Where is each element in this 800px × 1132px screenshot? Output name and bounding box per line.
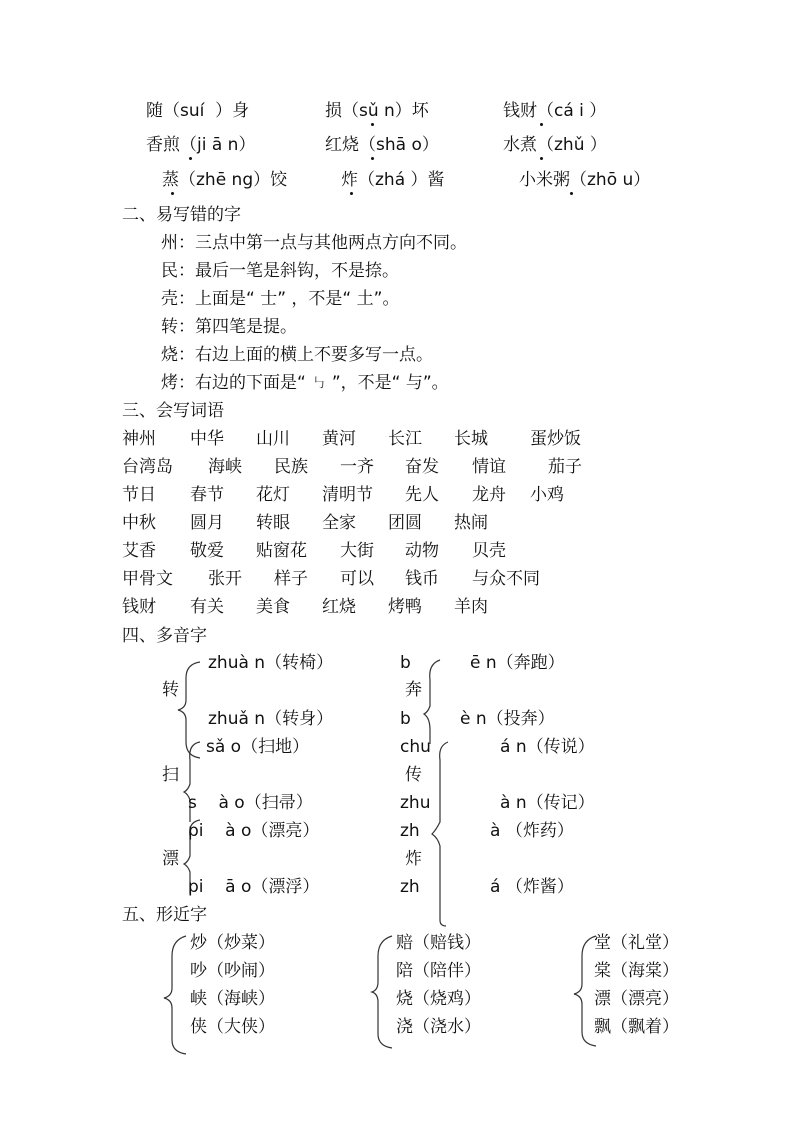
word-item: 团圆 (388, 513, 422, 533)
stroke-glyph: ㇉ (311, 376, 326, 392)
word-item: 动物 (405, 541, 439, 561)
polyphone-reading: s à o（扫帚） (188, 793, 313, 813)
polyphone-reading: á （炸酱） (490, 877, 574, 897)
similar-char-item: 赔（赔钱） (396, 933, 481, 953)
rule-item: 壳：上面是“ 士” ，不是“ 土”。 (161, 289, 400, 309)
section-heading: 五、形近字 (122, 905, 207, 925)
rule-item-last: 烤：右边的下面是“ ㇉ ”，不是“ 与”。 (161, 373, 449, 393)
rule-item: 转：第四笔是提。 (161, 317, 297, 337)
word-item: 样子 (274, 569, 308, 589)
polyphone-char: 转 (162, 680, 179, 700)
word-item: 一齐 (340, 457, 374, 477)
word-item: 贴窗花 (256, 541, 307, 561)
word-item: 贝壳 (472, 541, 506, 561)
word-item: 有关 (190, 597, 224, 617)
word-item: 海峡 (208, 457, 242, 477)
polyphone-reading: b (400, 709, 411, 729)
polyphone-reading: pi à o（漂亮） (188, 821, 320, 841)
word-item: 中华 (190, 429, 224, 449)
similar-char-item: 漂（漂亮） (594, 989, 679, 1009)
word-item: 民族 (274, 457, 308, 477)
pinyin-item: 随（suí ）身 (146, 101, 250, 121)
word-item: 红烧 (322, 597, 356, 617)
polyphone-reading: è n（投奔） (460, 709, 555, 729)
polyphone-reading: b (400, 653, 411, 673)
polyphone-char: 漂 (162, 849, 179, 869)
word-item: 龙舟 (472, 485, 506, 505)
polyphone-reading: pi ā o（漂浮） (188, 877, 320, 897)
word-item: 钱币 (405, 569, 439, 589)
pinyin-item: 小米粥（zhō u） (519, 170, 651, 190)
similar-char-item: 堂（礼堂） (594, 933, 679, 953)
word-item: 可以 (340, 569, 374, 589)
polyphone-reading: zhuà n（转椅） (208, 653, 334, 673)
similar-char-item: 飘（飘着） (594, 1017, 679, 1037)
pinyin-item: 钱财（cá i ） (503, 101, 607, 121)
polyphone-char: 炸 (405, 849, 422, 869)
word-item: 热闹 (454, 513, 488, 533)
polyphone-reading: zhu (400, 793, 431, 813)
word-item: 神州 (122, 429, 156, 449)
polyphone-char: 传 (405, 765, 422, 785)
word-item: 甲骨文 (122, 569, 173, 589)
word-item: 清明节 (322, 485, 373, 505)
polyphone-reading: à （炸药） (490, 821, 574, 841)
similar-char-item: 吵（吵闹） (190, 961, 275, 981)
polyphone-reading: zhuǎ n（转身） (208, 709, 334, 729)
similar-char-item: 陪（陪伴） (396, 961, 481, 981)
word-item: 长江 (388, 429, 422, 449)
word-item: 小鸡 (530, 485, 564, 505)
word-item: 台湾岛 (122, 457, 173, 477)
section-heading: 三、会写词语 (122, 401, 224, 421)
word-item: 艾香 (122, 541, 156, 561)
similar-char-item: 炒（炒菜） (190, 933, 275, 953)
word-item: 节日 (122, 485, 156, 505)
polyphone-reading: chu (400, 737, 431, 757)
word-item: 圆月 (190, 513, 224, 533)
polyphone-reading: zh (400, 877, 420, 897)
word-item: 黄河 (322, 429, 356, 449)
word-item: 转眼 (256, 513, 290, 533)
word-item: 中秋 (122, 513, 156, 533)
pinyin-item: 炸（zhá ）酱 (341, 170, 445, 190)
similar-char-item: 烧（烧鸡） (396, 989, 481, 1009)
similar-char-item: 侠（大侠） (190, 1017, 275, 1037)
word-item: 羊肉 (454, 597, 488, 617)
polyphone-char: 奔 (405, 680, 422, 700)
pinyin-item: 损（sǔ n）坏 (325, 101, 429, 121)
rule-item: 州：三点中第一点与其他两点方向不同。 (161, 233, 467, 253)
polyphone-reading: ē n（奔跑） (470, 653, 565, 673)
polyphone-reading: á n（传说） (500, 737, 595, 757)
word-item: 张开 (208, 569, 242, 589)
word-item: 长城 (454, 429, 488, 449)
word-item: 先人 (405, 485, 439, 505)
word-item: 春节 (190, 485, 224, 505)
word-item: 花灯 (256, 485, 290, 505)
pinyin-item: 红烧（shā o） (325, 135, 439, 155)
polyphone-reading: à n（传记） (500, 793, 595, 813)
rule-item: 烧：右边上面的横上不要多写一点。 (161, 345, 433, 365)
word-item: 美食 (256, 597, 290, 617)
similar-char-item: 浇（浇水） (396, 1017, 481, 1037)
similar-char-item: 峡（海峡） (190, 989, 275, 1009)
word-item: 与众不同 (472, 569, 540, 589)
similar-char-item: 棠（海棠） (594, 961, 679, 981)
word-item: 情谊 (472, 457, 506, 477)
word-item: 奋发 (405, 457, 439, 477)
word-item: 全家 (322, 513, 356, 533)
pinyin-item: 香煎（ji ā n） (146, 135, 256, 155)
polyphone-char: 扫 (162, 765, 179, 785)
word-item: 茄子 (548, 457, 582, 477)
section-heading: 二、易写错的字 (122, 205, 241, 225)
word-item: 钱财 (122, 597, 156, 617)
word-item: 敬爱 (190, 541, 224, 561)
word-item: 烤鸭 (388, 597, 422, 617)
rule-item: 民：最后一笔是斜钩，不是捺。 (161, 261, 399, 281)
pinyin-item: 蒸（zhē ng）饺 (162, 170, 288, 190)
section-heading: 四、多音字 (122, 626, 207, 646)
word-item: 大街 (340, 541, 374, 561)
pinyin-item: 水煮（zhǔ ） (503, 135, 607, 155)
word-item: 蛋炒饭 (530, 429, 581, 449)
polyphone-reading: zh (400, 821, 420, 841)
polyphone-reading: sǎ o（扫地） (206, 737, 310, 757)
word-item: 山川 (256, 429, 290, 449)
